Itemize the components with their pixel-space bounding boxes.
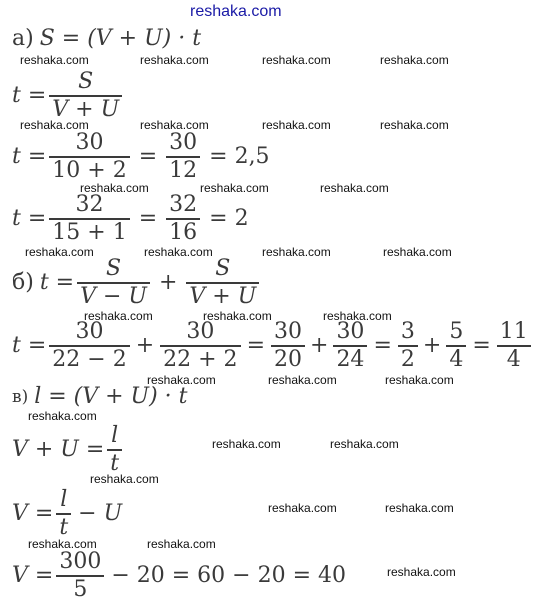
numerator: l <box>60 487 68 512</box>
watermark: reshaka.com <box>387 565 456 579</box>
watermark: reshaka.com <box>383 245 452 259</box>
denominator: 4 <box>449 346 464 372</box>
watermark: reshaka.com <box>144 245 213 259</box>
part-a-calculation-2 <box>12 193 249 245</box>
fraction <box>186 257 259 309</box>
watermark: reshaka.com <box>212 437 281 451</box>
result: = 2 <box>209 206 249 232</box>
denominator: V + U <box>189 283 257 309</box>
part-c-calculation <box>12 550 346 602</box>
equals-sign: = <box>138 206 158 232</box>
part-a-label: а) <box>12 26 34 51</box>
watermark: reshaka.com <box>20 53 89 67</box>
watermark: reshaka.com <box>385 501 454 515</box>
numerator: 32 <box>75 192 104 217</box>
part-c-sum <box>12 424 125 476</box>
part-c-label: в) <box>12 386 29 407</box>
watermark: reshaka.com <box>20 118 89 132</box>
watermark: reshaka.com <box>268 501 337 515</box>
fraction <box>398 320 418 372</box>
part-b-formula-line <box>12 257 262 309</box>
denominator: 15 + 1 <box>52 219 127 245</box>
fraction <box>271 320 305 372</box>
equation-lhs: t = <box>12 144 47 170</box>
watermark: reshaka.com <box>90 472 159 486</box>
equation-lhs: V + U = <box>12 437 105 463</box>
watermark: reshaka.com <box>28 409 97 423</box>
expression-rest: − U <box>78 501 123 527</box>
equals-sign: = <box>373 333 392 359</box>
fraction <box>49 131 129 183</box>
watermark: reshaka.com <box>380 118 449 132</box>
watermark: reshaka.com <box>80 181 149 195</box>
numerator: 5 <box>449 319 464 344</box>
fraction <box>49 320 129 372</box>
watermark: reshaka.com <box>323 309 392 323</box>
part-c-formula-line <box>12 384 188 409</box>
fraction <box>333 320 367 372</box>
equals-sign: = <box>246 333 265 359</box>
part-a-calculation-1 <box>12 131 270 183</box>
result: = 2,5 <box>209 144 270 170</box>
numerator: 30 <box>336 319 365 344</box>
denominator: 12 <box>169 157 198 183</box>
denominator: 2 <box>400 346 415 372</box>
equation-lhs: t = <box>12 333 47 359</box>
equation-lhs: t = <box>12 206 47 232</box>
watermark: reshaka.com <box>380 53 449 67</box>
watermark: reshaka.com <box>330 437 399 451</box>
plus-sign: + <box>422 333 442 359</box>
numerator: 30 <box>186 319 215 344</box>
watermark: reshaka.com <box>320 181 389 195</box>
numerator: 30 <box>169 130 198 155</box>
denominator: V − U <box>80 283 147 309</box>
watermark: reshaka.com <box>262 53 331 67</box>
part-b-calculation <box>12 320 534 372</box>
numerator: 30 <box>75 319 104 344</box>
part-a-formula: S = (V + U) · t <box>39 26 202 51</box>
denominator: 22 − 2 <box>52 346 127 372</box>
denominator: V + U <box>52 96 120 122</box>
watermark: reshaka.com <box>147 537 216 551</box>
watermark: reshaka.com <box>385 373 454 387</box>
denominator: t <box>59 514 69 540</box>
part-b-label: б) <box>12 270 34 296</box>
part-c-v-definition <box>12 488 122 540</box>
numerator: S <box>215 256 231 281</box>
plus-sign: + <box>158 270 178 296</box>
watermark: reshaka.com <box>140 53 209 67</box>
fraction <box>56 488 71 540</box>
equals-sign: = <box>138 144 158 170</box>
numerator: 32 <box>169 192 198 217</box>
numerator: 11 <box>499 319 528 344</box>
watermark: reshaka.com <box>262 245 331 259</box>
expression-rest: − 20 = 60 − 20 = 40 <box>111 563 346 589</box>
watermark: reshaka.com <box>84 309 153 323</box>
numerator: l <box>111 423 119 448</box>
denominator: 4 <box>506 346 521 372</box>
denominator: 24 <box>336 346 365 372</box>
equals-sign: = <box>472 333 491 359</box>
part-c-formula: l = (V + U) · t <box>34 384 188 409</box>
numerator: 30 <box>274 319 302 344</box>
plus-sign: + <box>310 333 329 359</box>
site-watermark-header: reshaka.com <box>190 3 282 20</box>
fraction <box>446 320 466 372</box>
watermark: reshaka.com <box>200 181 269 195</box>
watermark: reshaka.com <box>25 245 94 259</box>
watermark: reshaka.com <box>140 118 209 132</box>
denominator: 10 + 2 <box>52 157 127 183</box>
denominator: 20 <box>274 346 302 372</box>
numerator: S <box>78 69 94 94</box>
fraction <box>160 320 240 372</box>
equation-lhs: t = <box>12 83 47 109</box>
denominator: 22 + 2 <box>163 346 238 372</box>
numerator: 3 <box>400 319 415 344</box>
fraction <box>166 131 200 183</box>
denominator: t <box>110 450 120 476</box>
numerator: 300 <box>59 549 102 574</box>
fraction <box>107 424 122 476</box>
fraction <box>497 320 531 372</box>
numerator: 30 <box>75 130 104 155</box>
equation-lhs: V = <box>12 501 54 527</box>
watermark: reshaka.com <box>147 373 216 387</box>
fraction <box>166 193 200 245</box>
part-a-t-definition <box>12 70 125 122</box>
numerator: S <box>106 256 122 281</box>
fraction <box>49 193 129 245</box>
watermark: reshaka.com <box>203 309 272 323</box>
denominator: 5 <box>73 576 88 602</box>
fraction <box>56 550 104 602</box>
denominator: 16 <box>169 219 198 245</box>
watermark: reshaka.com <box>268 373 337 387</box>
equation-lhs: t = <box>39 270 75 296</box>
fraction <box>49 70 122 122</box>
watermark: reshaka.com <box>28 537 97 551</box>
watermark: reshaka.com <box>262 118 331 132</box>
equation-lhs: V = <box>12 563 54 589</box>
plus-sign: + <box>135 333 155 359</box>
part-a-formula-line <box>12 26 201 51</box>
fraction <box>77 257 150 309</box>
